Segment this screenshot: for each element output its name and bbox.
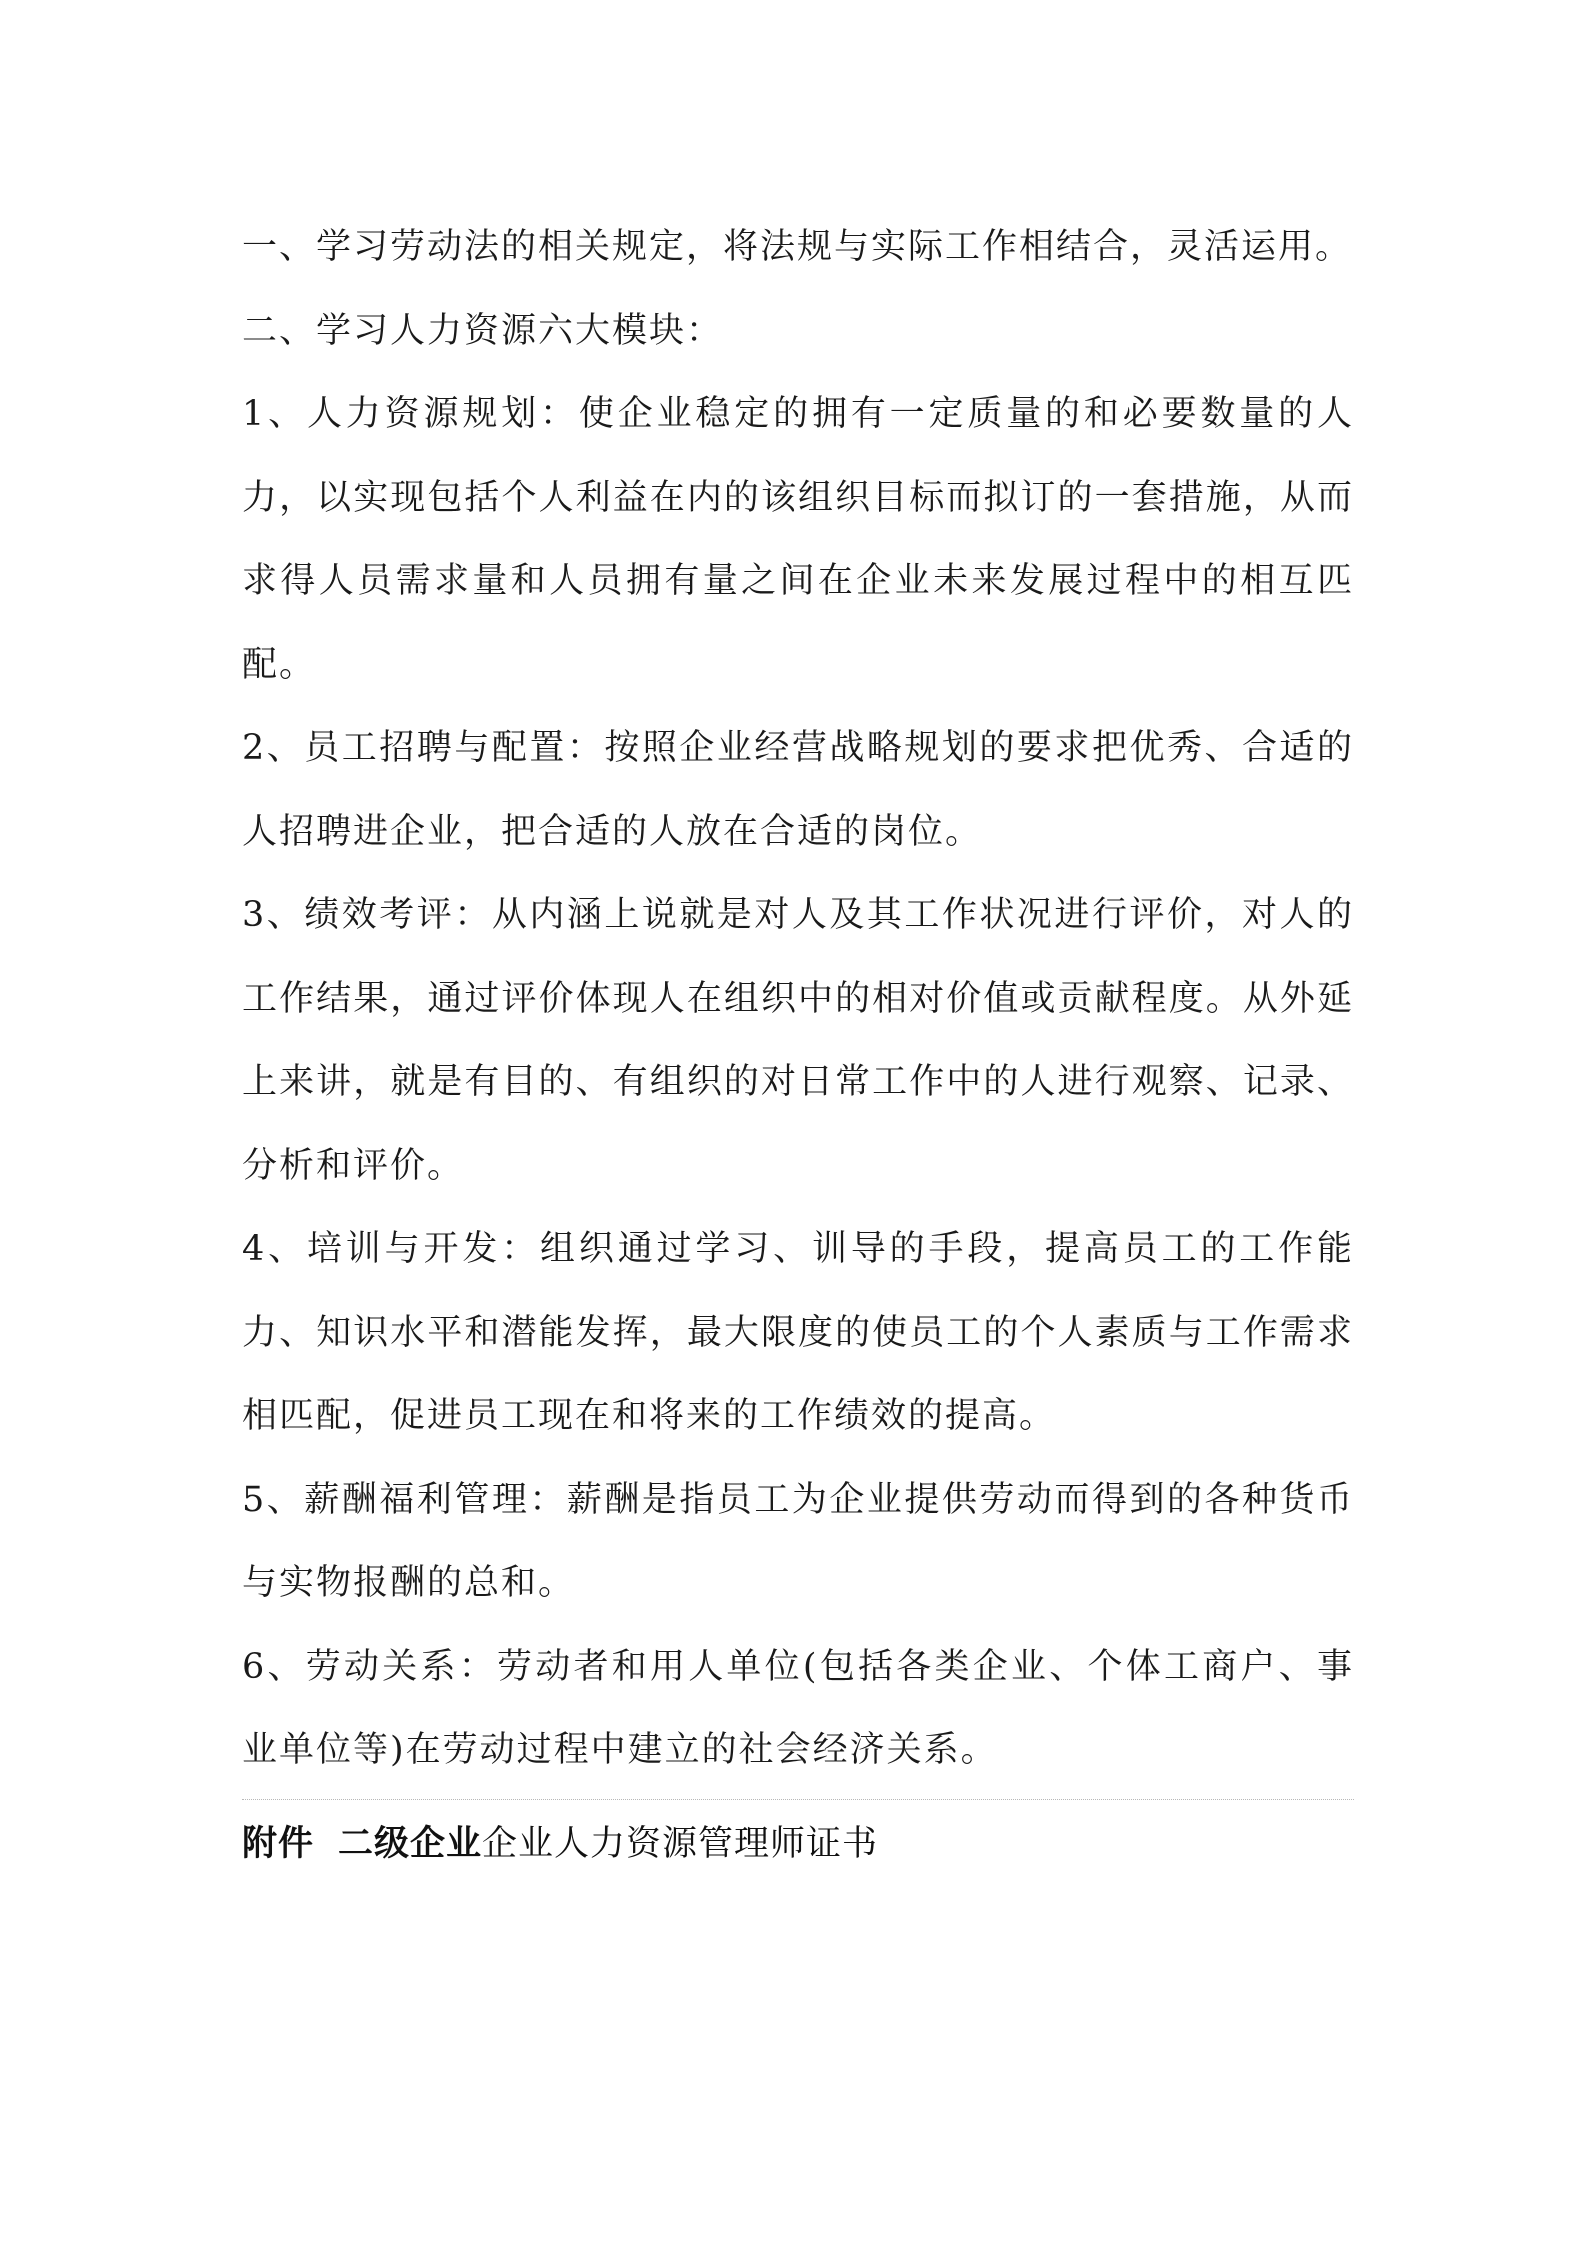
paragraph-performance: 3、绩效考评：从内涵上说就是对人及其工作状况进行评价，对人的工作结果，通过评价体现人在组织中的相对价值或贡献程度。从外延上来讲，就是有目的、有组织的对日常工作中的人进行观察、记录、分析和评价。 [242, 895, 1354, 1186]
dotted-divider [242, 1799, 1354, 1800]
attachment-level: 二级企业 [338, 1823, 483, 1864]
paragraph-labor-relations: 6、劳动关系：劳动者和用人单位(包括各类企业、个体工商户、事业单位等)在劳动过程中建立的社会经济关系。 [242, 1646, 1354, 1770]
paragraph-recruitment: 2、员工招聘与配置：按照企业经营战略规划的要求把优秀、合适的人招聘进企业，把合适的人放在合适的岗位。 [242, 728, 1354, 852]
attachment-title: 企业人力资源管理师证书 [482, 1823, 879, 1864]
paragraph-compensation: 5、薪酬福利管理：薪酬是指员工为企业提供劳动而得到的各种货币与实物报酬的总和。 [242, 1479, 1354, 1603]
document-body [242, 206, 1354, 1874]
paragraph-training: 4、培训与开发：组织通过学习、训导的手段，提高员工的工作能力、知识水平和潜能发挥，最大限度的使员工的个人素质与工作需求相匹配，促进员工现在和将来的工作绩效的提高。 [242, 1229, 1354, 1436]
paragraph-hr-planning: 1、人力资源规划：使企业稳定的拥有一定质量的和必要数量的人力，以实现包括个人利益在内的该组织目标而拟订的一套措施，从而求得人员需求量和人员拥有量之间在企业未来发展过程中的相互匹配。 [242, 394, 1354, 685]
paragraph-intro-1: 一、学习劳动法的相关规定，将法规与实际工作相结合，灵活运用。 [242, 227, 1353, 267]
attachment-label: 附件 [242, 1823, 315, 1864]
attachment-line [242, 1814, 1354, 1874]
paragraph-intro-2: 二、学习人力资源六大模块： [242, 310, 724, 351]
